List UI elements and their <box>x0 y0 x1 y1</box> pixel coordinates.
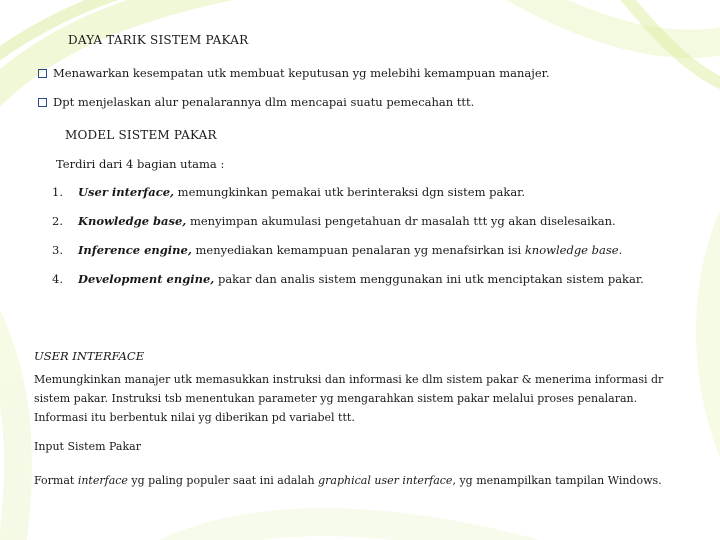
intro-text: Terdiri dari 4 bagian utama : <box>56 157 225 171</box>
swirl-left-edge <box>0 300 18 540</box>
item-number: 3. <box>52 243 63 257</box>
list-item: User interface, memungkinkan pemakai utk berinteraksi dgn sistem pakar. <box>78 185 526 199</box>
bullet-item: Menawarkan kesempatan utk membuat keputusan yg melebihi kemampuan manajer. <box>38 66 550 80</box>
format-sentence: Format interface yg paling populer saat ini adalah graphical user interface, yg menampilkan tampilan Windows. <box>34 474 662 487</box>
section-title: USER INTERFACE <box>34 349 145 363</box>
heading-daya-tarik: DAYA TARIK SISTEM PAKAR <box>68 33 249 47</box>
list-item: Knowledge base, menyimpan akumulasi pengetahuan dr masalah ttt yg akan diselesaikan. <box>78 214 616 228</box>
heading-model: MODEL SISTEM PAKAR <box>65 128 217 142</box>
swirl-right-edge <box>710 200 720 470</box>
checkbox-square-icon <box>38 69 47 78</box>
bullet-item: Dpt menjelaskan alur penalarannya dlm mencapai suatu pemecahan ttt. <box>38 95 474 109</box>
swirl-top-right <box>500 0 720 44</box>
input-label: Input Sistem Pakar <box>34 440 141 453</box>
section-paragraph: Memungkinkan manajer utk memasukkan instruksi dan informasi ke dlm sistem pakar & menerima informasi dr sistem pakar. Instruksi tsb menentukan parameter yg mengarahkan sistem pakar melalui proses penalaran. Informasi itu berbentuk nilai yg diberikan pd variabel ttt. <box>34 373 664 424</box>
list-item: Development engine, pakar dan analis sistem menggunakan ini utk menciptakan sistem pakar. <box>78 272 644 286</box>
item-number: 1. <box>52 185 63 199</box>
checkbox-square-icon <box>38 98 47 107</box>
item-number: 2. <box>52 214 63 228</box>
swirl-bottom <box>150 522 560 540</box>
item-number: 4. <box>52 272 63 286</box>
list-item: Inference engine, menyediakan kemampuan penalaran yg menafsirkan isi knowledge base. <box>78 243 623 257</box>
